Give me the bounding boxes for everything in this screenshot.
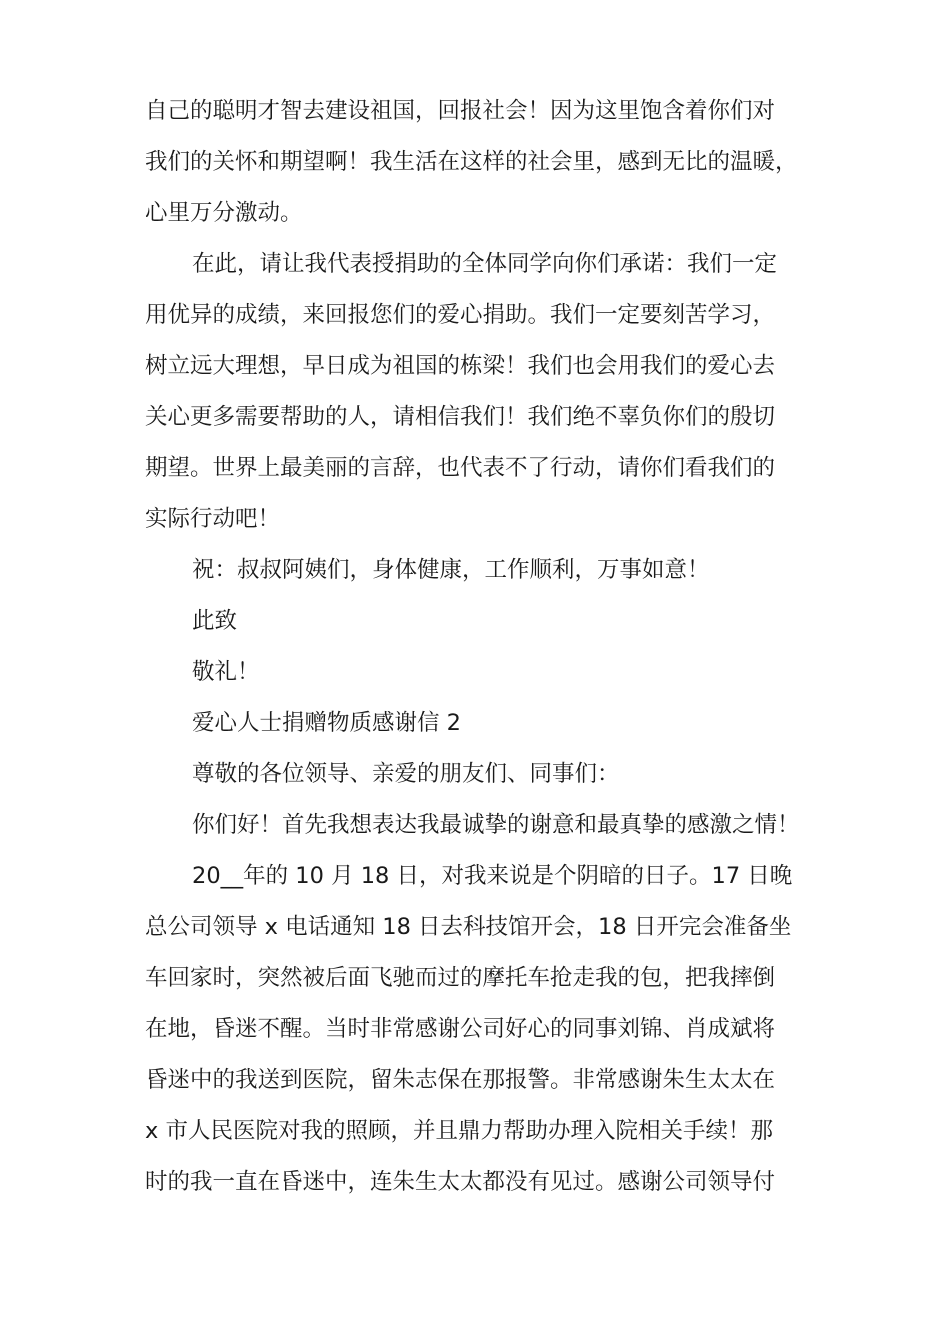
- text-line: 车回家时，突然被后面飞驰而过的摩托车抢走我的包，把我摔倒: [145, 965, 776, 991]
- text-line: 关心更多需要帮助的人，请相信我们！我们绝不辜负你们的殷切: [145, 404, 776, 430]
- text-line: 在此，请让我代表授捐助的全体同学向你们承诺：我们一定: [192, 251, 778, 277]
- text-line: 总公司领导 x 电话通知 18 日去科技馆开会，18 日开完会准备坐: [145, 914, 792, 940]
- text-line: 期望。世界上最美丽的言辞，也代表不了行动，请你们看我们的: [145, 455, 776, 481]
- text-line: 我们的关怀和期望啊！我生活在这样的社会里，感到无比的温暖，: [145, 149, 798, 175]
- text-line: 在地，昏迷不醒。当时非常感谢公司好心的同事刘锦、肖成斌将: [145, 1016, 776, 1042]
- salute-line: 敬礼！: [192, 659, 260, 685]
- text-line: 20__年的 10 月 18 日，对我来说是个阴暗的日子。17 日晚: [192, 863, 793, 889]
- text-line: 你们好！首先我想表达我最诚挚的谢意和最真挚的感激之情！: [192, 812, 800, 838]
- text-line: 时的我一直在昏迷中，连朱生太太都没有见过。感谢公司领导付: [145, 1169, 776, 1195]
- section-title: 爱心人士捐赠物质感谢信 2: [192, 710, 461, 736]
- document-body: [145, 86, 825, 1208]
- text-line: 树立远大理想，早日成为祖国的栋梁！我们也会用我们的爱心去: [145, 353, 776, 379]
- blessing-line: 祝：叔叔阿姨们，身体健康，工作顺利，万事如意！: [192, 557, 710, 583]
- text-line: 用优异的成绩，来回报您们的爱心捐助。我们一定要刻苦学习，: [145, 302, 776, 328]
- text-line: 心里万分激动。: [145, 200, 303, 226]
- closing-line: 此致: [192, 608, 238, 634]
- text-line: 自己的聪明才智去建设祖国，回报社会！因为这里饱含着你们对: [145, 98, 776, 124]
- text-line: 实际行动吧！: [145, 506, 281, 532]
- text-line: 昏迷中的我送到医院，留朱志保在那报警。非常感谢朱生太太在: [145, 1067, 776, 1093]
- text-line: x 市人民医院对我的照顾，并且鼎力帮助办理入院相关手续！那: [145, 1118, 773, 1144]
- greeting-line: 尊敬的各位领导、亲爱的朋友们、同事们：: [192, 761, 620, 787]
